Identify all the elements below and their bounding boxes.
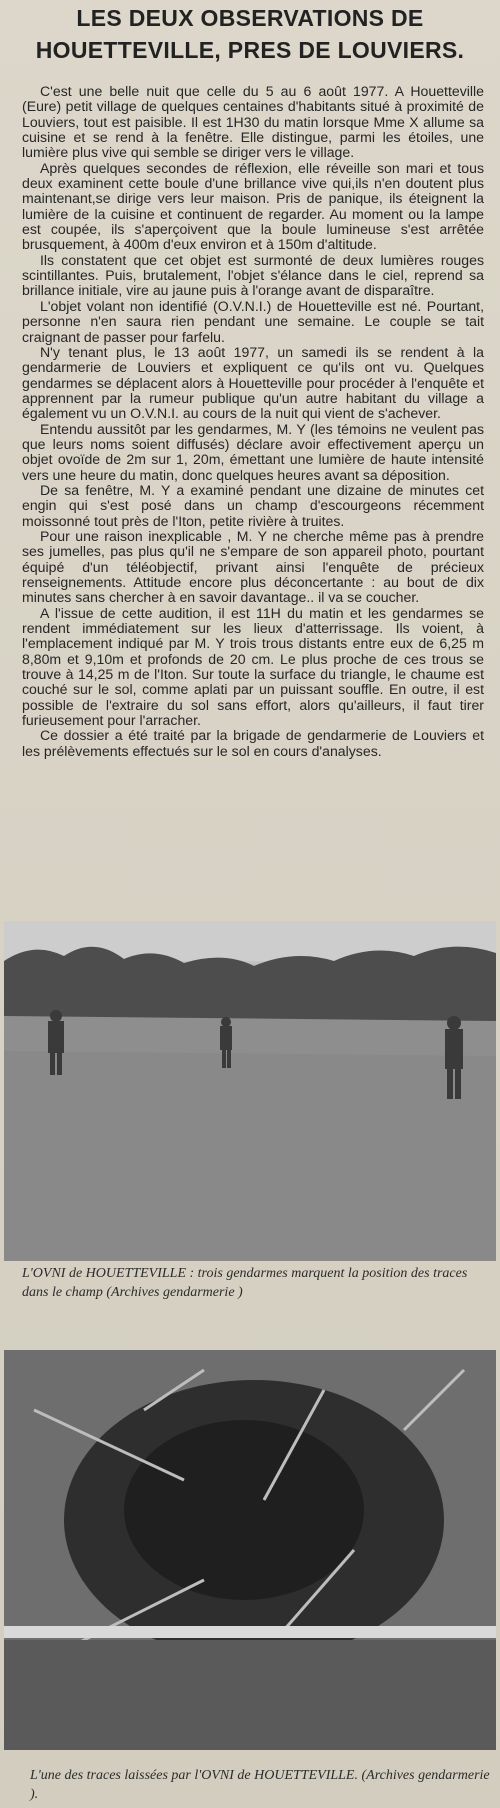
photo-caption-2: L'une des traces laissées par l'OVNI de HOUETTEVILLE. (Archives gendarmerie ). — [30, 1768, 490, 1802]
headline-line-2: HOUETTEVILLE, PRES DE LOUVIERS. — [35, 37, 465, 63]
paragraph: L'objet volant non identifié (O.V.N.I.) de Houetteville est né. Pourtant, personne n'en saura rien pendant une semaine. Le couple se tait craignant de passer pour farfelu. — [22, 297, 484, 345]
trace-photo-image — [4, 1350, 496, 1750]
paragraph: Pour une raison inexplicable , M. Y ne cherche même pas à prendre ses jumelles, pas plus qu'il ne s'empare de son appareil photo, pourtant équipé d'un téléobjectif, privant ainsi l'enquête de précieux renseignements. Attitude encore plus déconcertante : au bout de dix minutes sans chercher à en savoir davantage.. il va se coucher. — [22, 527, 484, 606]
paragraph: Entendu aussitôt par les gendarmes, M. Y (les témoins ne veulent pas que leurs noms soient diffusés) déclare avoir effectivement aperçu un objet ovoïde de 2m sur 1, 20m, émettant une lumière de haute intensité vers une heure du matin, donc quelques heures avant sa déposition. — [22, 420, 484, 483]
field-photo-image — [4, 921, 496, 1261]
paragraph: Après quelques secondes de réflexion, elle réveille son mari et tous deux examinent cette boule d'une brillance vive qui,ils n'en doutent plus maintenant,se dirige vers leur maison. Pris de panique, ils éteignent la lumière de la cuisine et continuent de regarder. Au moment ou la lampe est coupée, ils s'aperçoivent que la boule lumineuse s'est arrêtée brusquement, à 400m d'eux environ et à 150m d'altitude. — [22, 159, 484, 253]
field-photo — [4, 921, 496, 1261]
paragraph: N'y tenant plus, le 13 août 1977, un samedi ils se rendent à la gendarmerie de Louviers et expliquent ce qu'ils ont vu. Quelques gendarmes se déplacent alors à Houetteville pour procéder à l'enquête et apprennent par la rumeur publique qu'un autre habitant du village a également vu un O.V.N.I. au cours de la nuit qui vient de s'achever. — [22, 343, 484, 422]
paragraph: C'est une belle nuit que celle du 5 au 6 août 1977. A Houetteville (Eure) petit village de quelques centaines d'habitants situé à proximité de Louviers, tout est paisible. Il est 1H30 du matin lorsque Mme X allume sa cuisine et se rend à la fenêtre. Elle distingue, parmi les étoiles, une lumière plus vive qui semble se diriger vers le village. — [22, 83, 484, 161]
paragraph: Ils constatent que cet objet est surmonté de deux lumières rouges scintillantes. Puis, brutalement, l'objet s'élance dans le ciel, reprend sa brillance initiale, vire au jaune puis à l'orange avant de disparaître. — [22, 251, 484, 299]
headline — [0, 2, 500, 66]
paragraph: A l'issue de cette audition, il est 11H du matin et les gendarmes se rendent immédiatement sur les lieux d'atterrissage. Ils voient, à l'emplacement indiqué par M. Y trois trous distants entre eux de 6,25 m 8,80m et 9,10m et profonds de 20 cm. Le plus proche de ces trous se trouve à 14,25 m de l'Iton. Sur toute la surface du triangle, le chaume est couché sur le sol, comme aplati par un puissant souffle. En outre, il est possible de l'extraire du sol sans effort, alors qu'ailleurs, il faut tirer furieusement pour l'arracher. — [22, 604, 484, 729]
article-body — [22, 84, 484, 759]
photo-caption-1: L'OVNI de HOUETTEVILLE : trois gendarmes marquent la position des traces dans le champ (Archives gendarmerie ) — [22, 1266, 468, 1300]
paragraph: Ce dossier a été traité par la brigade de gendarmerie de Louviers et les prélèvements effectués sur le sol en cours d'analyses. — [22, 727, 484, 759]
headline-line-1: LES DEUX OBSERVATIONS DE — [76, 5, 424, 31]
trace-photo — [4, 1350, 496, 1750]
paragraph: De sa fenêtre, M. Y a examiné pendant une dizaine de minutes cet engin qui s'est posé dans un champ d'escourgeons récemment moissonné tout près de l'Iton, petite rivière à truites. — [22, 481, 484, 529]
